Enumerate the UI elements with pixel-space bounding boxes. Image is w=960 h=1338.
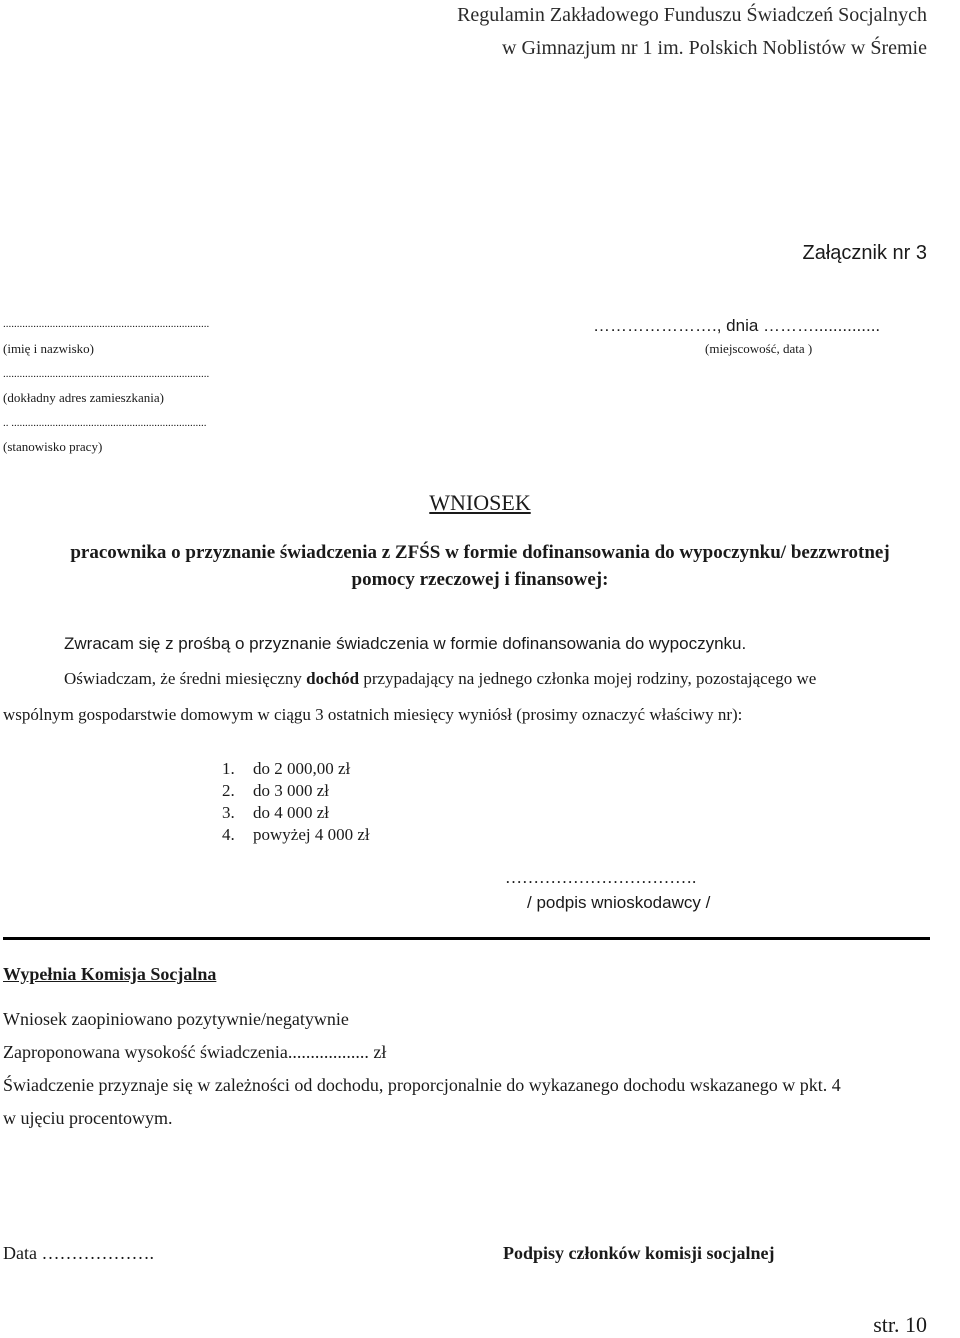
- income-option-4[interactable]: [222, 824, 370, 846]
- document-subtitle-line1: pracownika o przyznanie świadczenia z ZFŚS w formie dofinansowania do wypoczynku/ bezzwrotnej: [70, 542, 890, 563]
- income-option-text: do 2 000,00 zł: [253, 759, 351, 778]
- document-header-line2: w Gimnazjum nr 1 im. Polskich Noblistów w Śremie: [502, 37, 927, 59]
- income-option-2[interactable]: [222, 780, 370, 802]
- committee-amount: Zaproponowana wysokość świadczenia.................. zł: [3, 1042, 387, 1062]
- income-option-number: 4.: [222, 825, 235, 844]
- committee-signatures-label: Podpisy członków komisji socjalnej: [503, 1243, 775, 1263]
- income-option-text: powyżej 4 000 zł: [253, 825, 370, 844]
- income-option-number: 1.: [222, 759, 235, 778]
- applicant-signature-label: / podpis wnioskodawcy /: [527, 893, 711, 912]
- income-options-list: [222, 758, 370, 846]
- income-option-text: do 3 000 zł: [253, 781, 330, 800]
- committee-heading: Wypełnia Komisja Socjalna: [3, 964, 217, 984]
- page-number: str. 10: [873, 1312, 927, 1337]
- name-field-label: (imię i nazwisko): [3, 341, 94, 356]
- declaration-line1: [64, 669, 816, 689]
- declaration-part1: Oświadczam, że średni miesięczny: [64, 669, 307, 688]
- committee-rule-line2: w ujęciu procentowym.: [3, 1108, 173, 1128]
- applicant-signature-dots[interactable]: …………………………….: [505, 868, 697, 887]
- address-field-dots[interactable]: ...........................................................................: [3, 368, 210, 380]
- position-field-dots[interactable]: .. .......................................................................: [3, 417, 207, 429]
- declaration-part2: przypadający na jednego członka mojej rodziny, pozostającego we: [359, 669, 817, 688]
- declaration-line2: wspólnym gospodarstwie domowym w ciągu 3 ostatnich miesięcy wyniósł (prosimy oznaczyć właściwy nr):: [3, 705, 743, 724]
- section-divider: [3, 937, 930, 940]
- place-date-field-label: (miejscowość, data ): [705, 341, 813, 356]
- attachment-label: Załącznik nr 3: [802, 242, 927, 264]
- document-header-line1: Regulamin Zakładowego Funduszu Świadczeń Socjalnych: [457, 4, 927, 26]
- income-option-3[interactable]: [222, 802, 370, 824]
- place-date-field-dots[interactable]: …………………., dnia ………..............: [593, 316, 881, 335]
- income-option-text: do 4 000 zł: [253, 803, 330, 822]
- document-title: WNIOSEK: [429, 490, 531, 515]
- request-text: Zwracam się z prośbą o przyznanie świadczenia w formie dofinansowania do wypoczynku.: [64, 634, 747, 653]
- date-field[interactable]: Data ……………….: [3, 1243, 154, 1263]
- income-option-number: 3.: [222, 803, 235, 822]
- address-field-label: (dokładny adres zamieszkania): [3, 390, 164, 405]
- position-field-label: (stanowisko pracy): [3, 439, 103, 454]
- declaration-bold-word: dochód: [306, 669, 360, 688]
- committee-opinion: Wniosek zaopiniowano pozytywnie/negatywnie: [3, 1009, 349, 1029]
- document-subtitle-line2: pomocy rzeczowej i finansowej:: [351, 569, 609, 590]
- name-field-dots[interactable]: ...........................................................................: [3, 318, 210, 330]
- income-option-1[interactable]: [222, 758, 370, 780]
- committee-rule-line1: Świadczenie przyznaje się w zależności od dochodu, proporcjonalnie do wykazanego dochodu wskazanego w pkt. 4: [3, 1075, 841, 1095]
- income-option-number: 2.: [222, 781, 235, 800]
